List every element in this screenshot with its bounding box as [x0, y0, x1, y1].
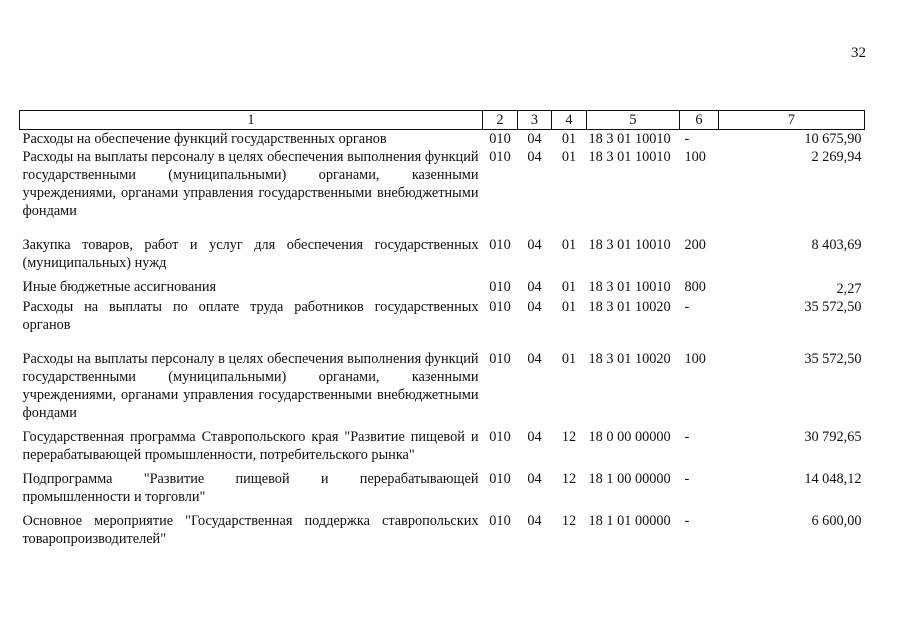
table-row [20, 298, 865, 350]
budget-table [19, 110, 865, 548]
row-pr: 01 [561, 279, 577, 295]
table-row [20, 278, 865, 298]
row-ved: 010 [489, 429, 511, 445]
row-rz: 04 [527, 513, 542, 529]
table-row [20, 130, 865, 149]
row-csr: 18 3 01 10020 [588, 351, 671, 367]
row-pr: 01 [561, 149, 577, 165]
row-sum: 14 048,12 [804, 471, 862, 487]
header-col-1: 1 [20, 111, 483, 130]
row-csr: 18 1 01 00000 [588, 513, 671, 529]
row-ved: 010 [489, 149, 511, 165]
row-vr: - [684, 299, 690, 315]
table-row [20, 148, 865, 236]
row-name: Расходы на обеспечение функций государственных органов [22, 131, 387, 147]
row-ved: 010 [489, 279, 511, 295]
row-pr: 01 [561, 351, 577, 367]
row-csr: 18 0 00 00000 [588, 429, 671, 445]
table-row [20, 470, 865, 512]
row-name: Иные бюджетные ассигнования [22, 279, 217, 295]
row-ved: 010 [489, 471, 511, 487]
row-pr: 12 [561, 471, 577, 487]
row-rz: 04 [527, 131, 542, 147]
row-pr: 12 [561, 429, 577, 445]
row-vr: - [684, 131, 690, 147]
row-pr: 01 [561, 299, 577, 315]
row-pr: 01 [561, 131, 577, 147]
row-ved: 010 [489, 131, 511, 147]
row-name: Подпрограмма "Развитие пищевой и перерабатывающей промышленности и торговли" [22, 471, 479, 505]
header-col-7: 7 [719, 111, 865, 130]
row-csr: 18 3 01 10010 [588, 237, 671, 253]
row-name: Расходы на выплаты персоналу в целях обеспечения выполнения функций государственными (муниципальными) органами, казенными учреждениями, органами управления государственными внебюджетными фондами [22, 149, 479, 219]
row-ved: 010 [489, 237, 511, 253]
row-rz: 04 [527, 279, 542, 295]
row-vr: 200 [684, 237, 706, 253]
row-rz: 04 [527, 351, 542, 367]
row-vr: 800 [684, 279, 706, 295]
row-vr: - [684, 429, 690, 445]
row-sum: 6 600,00 [811, 513, 862, 529]
table-row [20, 350, 865, 428]
header-row [20, 111, 865, 130]
header-col-4: 4 [552, 111, 587, 130]
row-csr: 18 3 01 10020 [588, 299, 671, 315]
row-ved: 010 [489, 351, 511, 367]
row-ved: 010 [489, 513, 511, 529]
row-vr: 100 [684, 351, 706, 367]
row-csr: 18 1 00 00000 [588, 471, 671, 487]
row-rz: 04 [527, 149, 542, 165]
row-rz: 04 [527, 237, 542, 253]
row-name: Основное мероприятие "Государственная поддержка ставропольских товаропроизводителей" [22, 513, 479, 547]
row-vr: - [684, 471, 690, 487]
row-pr: 01 [561, 237, 577, 253]
header-col-5: 5 [587, 111, 680, 130]
table-row [20, 428, 865, 470]
row-vr: 100 [684, 149, 706, 165]
row-name: Расходы на выплаты персоналу в целях обеспечения выполнения функций государственными (муниципальными) органами, казенными учреждениями, органами управления государственными внебюджетными фондами [22, 351, 479, 421]
row-name: Закупка товаров, работ и услуг для обеспечения государственных (муниципальных) нужд [22, 237, 479, 271]
row-rz: 04 [527, 471, 542, 487]
row-rz: 04 [527, 299, 542, 315]
table-row [20, 512, 865, 548]
row-pr: 12 [561, 513, 577, 529]
row-ved: 010 [489, 299, 511, 315]
table-row [20, 236, 865, 278]
row-sum: 30 792,65 [804, 429, 862, 445]
row-name: Государственная программа Ставропольского края "Развитие пищевой и перерабатывающей промышленности, потребительского рынка" [22, 429, 479, 463]
row-csr: 18 3 01 10010 [588, 279, 671, 295]
row-rz: 04 [527, 429, 542, 445]
header-col-2: 2 [483, 111, 518, 130]
row-csr: 18 3 01 10010 [588, 149, 671, 165]
row-csr: 18 3 01 10010 [588, 131, 671, 147]
row-sum: 2 269,94 [811, 149, 862, 165]
header-col-3: 3 [518, 111, 552, 130]
page-number: 32 [851, 45, 866, 61]
row-sum: 2,27 [836, 281, 862, 297]
row-sum: 10 675,90 [804, 131, 862, 147]
row-sum: 35 572,50 [804, 351, 862, 367]
row-sum: 35 572,50 [804, 299, 862, 315]
row-vr: - [684, 513, 690, 529]
row-sum: 8 403,69 [811, 237, 862, 253]
header-col-6: 6 [680, 111, 719, 130]
row-name: Расходы на выплаты по оплате труда работников государственных органов [22, 299, 479, 333]
